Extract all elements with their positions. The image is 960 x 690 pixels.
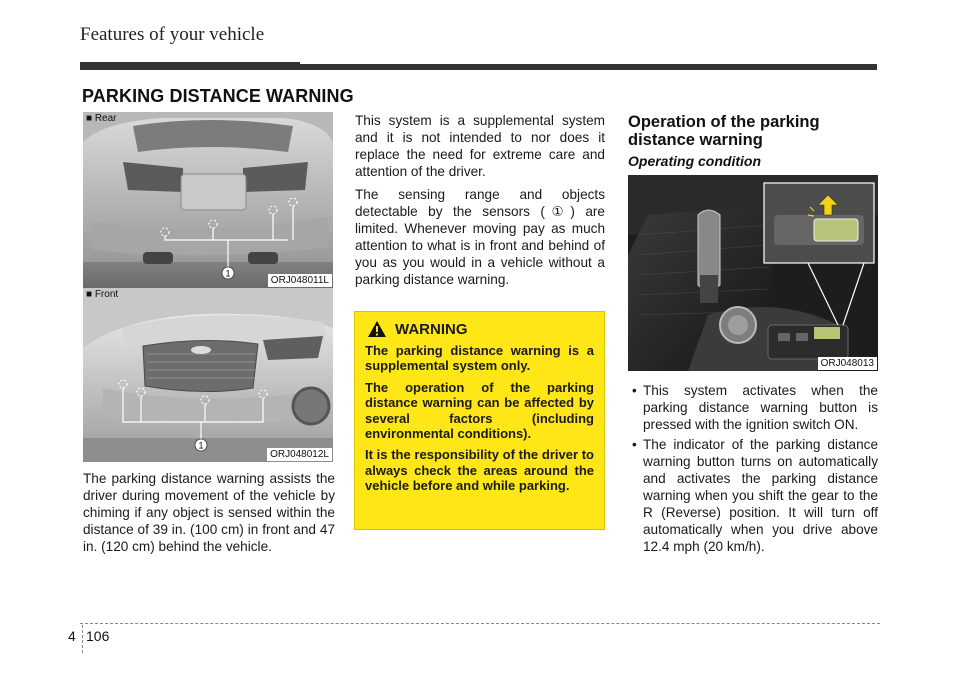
warning-box bbox=[354, 311, 605, 530]
warning-heading bbox=[367, 320, 594, 338]
page-number: 106 bbox=[86, 628, 110, 644]
warning-triangle-icon bbox=[367, 320, 387, 338]
page-heading: PARKING DISTANCE WARNING bbox=[82, 86, 354, 106]
front-photo bbox=[83, 288, 333, 462]
front-caption: ■ Front bbox=[86, 289, 119, 300]
section-subheading: Operation of the parking distance warning bbox=[628, 113, 820, 149]
console-image-code: ORJ048013 bbox=[818, 357, 877, 370]
rear-caption: ■ Rear bbox=[86, 113, 117, 124]
front-car-illustration bbox=[83, 288, 333, 462]
warning-title: WARNING bbox=[395, 320, 468, 338]
column2-paragraph-2: The sensing range and objects detectable by the sensors (①) are limited. Whenever moving pay as much attention to what is in front and behind of you as you would in a vehicle without a parking distance warning. bbox=[355, 187, 605, 287]
rear-image-code: ORJ048011L bbox=[268, 274, 332, 287]
footer-divider bbox=[82, 625, 83, 653]
front-image-code: ORJ048012L bbox=[267, 448, 332, 461]
operating-condition-heading: Operating condition bbox=[628, 153, 761, 169]
chapter-number: 4 bbox=[68, 628, 76, 644]
console-illustration bbox=[628, 175, 878, 371]
warning-paragraph-2: The operation of the parking distance warning can be affected by several factors (including environmental conditions). bbox=[365, 379, 594, 442]
warning-paragraph-1: The parking distance warning is a supplemental system only. bbox=[365, 343, 594, 374]
column1-paragraph: The parking distance warning assists the driver during movement of the vehicle by chiming if any object is sensed within the distance of 39 in. (100 cm) in front and 47 in. (120 cm) behind the vehicle. bbox=[83, 471, 335, 554]
section-title: Features of your vehicle bbox=[80, 24, 265, 45]
console-photo bbox=[628, 175, 878, 371]
column2-paragraph-1: This system is a supplemental system and it is not intended to nor does it replace the need for extreme care and attention of the driver. bbox=[355, 113, 605, 179]
header-rule bbox=[80, 64, 877, 70]
rear-callout: 1 bbox=[225, 268, 231, 279]
warning-paragraph-3: It is the responsibility of the driver to always check the areas around the vehicle before and while parking. bbox=[365, 447, 594, 494]
operation-bullet-list bbox=[630, 382, 878, 558]
bullet-item: • The indicator of the parking distance warning button turns on automatically and activates the parking distance warning when you shift the gear to the R (Reverse) position. It will turn off automatically when you drive above 12.4 mph (20 km/h). bbox=[630, 436, 878, 555]
bullet-item: • This system activates when the parking distance warning button is pressed with the ignition switch ON. bbox=[630, 382, 878, 433]
front-callout: 1 bbox=[198, 440, 204, 451]
rear-car-illustration bbox=[83, 112, 333, 288]
footer-rule bbox=[80, 623, 880, 624]
rear-photo bbox=[83, 112, 333, 288]
